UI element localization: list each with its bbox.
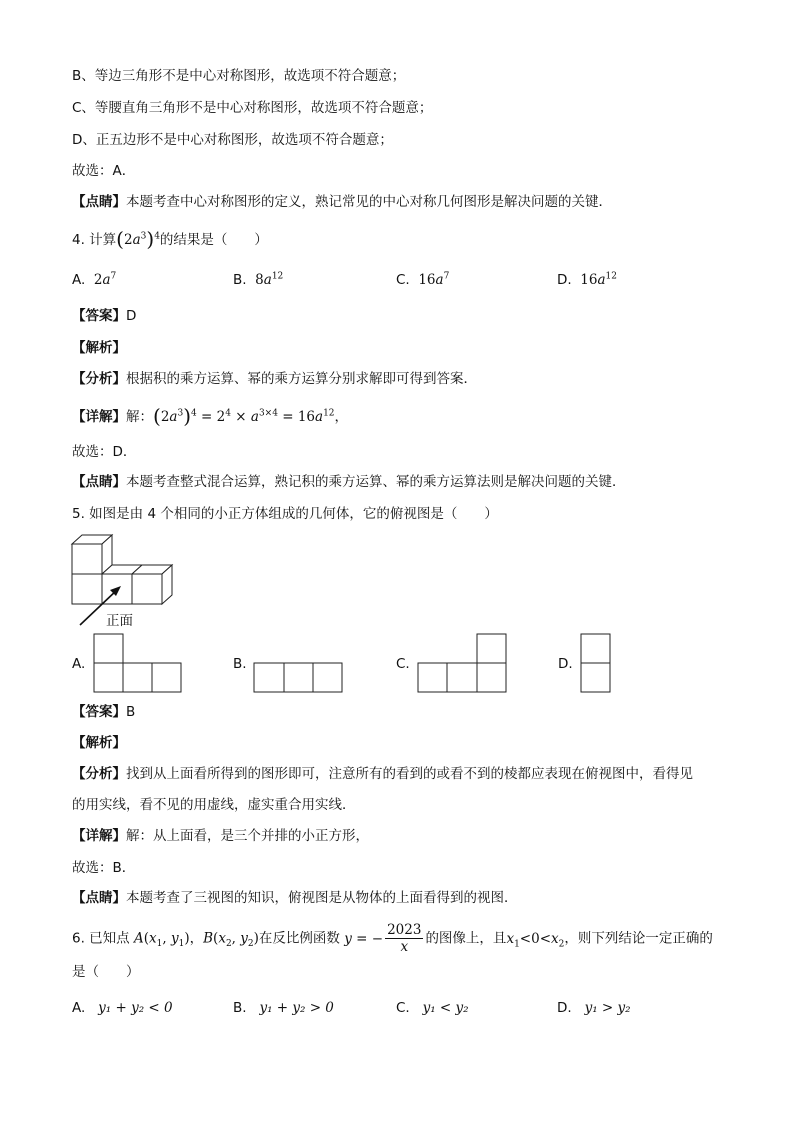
q5-option-a-figure xyxy=(94,634,181,692)
q6-function: y = − $\frac{2023}{x}$ xyxy=(344,922,422,955)
fenxi-text: 根据积的乘方运算、幂的乘方运算分别求解即可得到答案． xyxy=(126,371,477,387)
q6-stem: 6. 已知点 $A(x_1$, $y_1$)，$B(x_2$, $y_2$)在反比例函数 y = − $\frac{2023}{x}$ 的图像上，且$x_1<0<x_2$，则下列结论一定正确的 xyxy=(72,922,713,955)
fenxi-tag: 【分析】 xyxy=(72,371,126,387)
q4-suffix: 的结果是（ ） xyxy=(159,232,268,248)
q5-option-b-figure xyxy=(254,663,342,692)
q6-mid: 在反比例函数 xyxy=(258,930,340,947)
q5-stem: 5. 如图是由 4 个相同的小正方体组成的几何体，它的俯视图是（ ） xyxy=(72,506,498,522)
comment-tag: 【点睛】 xyxy=(72,890,126,906)
answer-tag: 【答案】 xyxy=(72,308,126,324)
q6-prefix: 6. 已知点 xyxy=(72,930,130,947)
option-label: C. xyxy=(396,272,410,288)
comment-text: 本题考查整式混合运算，熟记积的乘方运算、幂的乘方运算法则是解决问题的关键． xyxy=(126,474,626,490)
q6-option-b xyxy=(233,998,334,1018)
option-label: B. xyxy=(233,272,247,288)
option-label: D. xyxy=(557,1000,572,1016)
q5-fenxi-line2: 的用实线，看不见的用虚线，虚实重合用实线． xyxy=(72,797,356,813)
q6-option-d xyxy=(557,998,631,1018)
q4-expression: $(2a^3)^4$ xyxy=(116,227,160,251)
option-coef: 8 xyxy=(255,272,264,288)
solid-figure xyxy=(72,535,172,604)
front-label: 正面 xyxy=(106,613,133,629)
option-coef: 16 xyxy=(580,272,598,288)
xiangjie-tag: 【详解】 xyxy=(72,828,126,844)
q5-xiangjie xyxy=(72,826,369,846)
answer-tag: 【答案】 xyxy=(72,704,126,720)
point-a: A xyxy=(133,930,144,947)
q5-option-c-figure xyxy=(418,634,506,692)
option-label: A. xyxy=(72,1000,86,1016)
fraction-numerator: 2023 xyxy=(387,922,422,938)
option-expr: y₁ > y₂ xyxy=(584,1000,631,1016)
xiangjie-tag: 【详解】 xyxy=(72,409,126,425)
q5-choose: 故选：B． xyxy=(72,860,136,876)
q4-prefix: 4. 计算 xyxy=(72,232,117,248)
option-coef: 16 xyxy=(418,272,436,288)
fenxi-tag: 【分析】 xyxy=(72,766,126,782)
option-label: B. xyxy=(233,1000,247,1016)
q5-answer xyxy=(72,702,135,722)
comment-text: 本题考查中心对称图形的定义，熟记常见的中心对称几何图形是解决问题的关键． xyxy=(126,194,612,210)
q5-option-b-label: B. xyxy=(233,656,247,672)
option-var: a xyxy=(435,272,444,288)
comment-text: 本题考查了三视图的知识，俯视图是从物体的上面看得到的视图． xyxy=(126,890,518,906)
q5-option-d-figure xyxy=(581,634,610,692)
xiangjie-text: 解：从上面看，是三个并排的小正方形， xyxy=(126,828,369,844)
option-label: D. xyxy=(557,272,572,288)
q4-analysis-tag: 【解析】 xyxy=(72,340,126,356)
q6-option-a xyxy=(72,998,173,1018)
option-exp: 12 xyxy=(605,271,617,282)
q6-after: 的图像上，且 xyxy=(425,930,507,947)
option-var: a xyxy=(102,272,111,288)
option-expr: y₁ + y₂ < 0 xyxy=(98,1000,173,1016)
q4-choose: 故选：D． xyxy=(72,444,137,460)
q6-tail: ，则下列结论一定正确的 xyxy=(564,930,713,947)
q3-option-c-explanation: C、等腰直角三角形不是中心对称图形，故选项不符合题意； xyxy=(72,100,433,116)
q5-comment xyxy=(72,888,518,908)
q5-option-c-label: C. xyxy=(396,656,410,672)
comment-tag: 【点睛】 xyxy=(72,474,126,490)
fenxi-text: 找到从上面看所得到的图形即可，注意所有的看到的或看不到的棱都应表现在俯视图中，看得见 xyxy=(126,766,693,782)
option-label: C. xyxy=(396,1000,410,1016)
q3-option-b-explanation: B、等边三角形不是中心对称图形，故选项不符合题意； xyxy=(72,68,406,84)
option-exp: 12 xyxy=(271,271,284,282)
q5-option-a-label: A. xyxy=(72,656,86,672)
q3-choose: 故选：A． xyxy=(72,163,136,179)
option-expr: y₁ < y₂ xyxy=(422,1000,469,1016)
q6-condition: $x_1<0<x_2$ xyxy=(506,930,565,950)
q5-fenxi xyxy=(72,764,693,784)
q6-option-c xyxy=(396,998,469,1018)
option-coef: 2 xyxy=(93,272,103,288)
answer-value: B xyxy=(126,704,136,720)
option-exp: 7 xyxy=(443,271,450,282)
q5-option-d-label: D. xyxy=(558,656,573,672)
point-b: B xyxy=(203,930,214,947)
xiangjie-prefix: 解： xyxy=(126,409,153,425)
comment-tag: 【点睛】 xyxy=(72,194,126,210)
fraction xyxy=(385,922,423,955)
option-label: A. xyxy=(72,272,86,288)
q5-analysis-tag: 【解析】 xyxy=(72,735,126,751)
option-var: a xyxy=(597,272,606,288)
q6-stem-line2: 是（ ） xyxy=(72,964,140,980)
answer-value: D xyxy=(126,308,137,324)
option-exp: 7 xyxy=(110,271,117,282)
option-var: a xyxy=(263,272,272,288)
q4-solution-formula: $(2a^3)^4 = 2^4 \times a^{3\times 4} = 16a^{12}$， xyxy=(153,404,349,428)
option-expr: y₁ + y₂ > 0 xyxy=(259,1000,334,1016)
fraction-denominator: x xyxy=(400,939,409,955)
q3-option-d-explanation: D、正五边形不是中心对称图形，故选项不符合题意； xyxy=(72,132,393,148)
